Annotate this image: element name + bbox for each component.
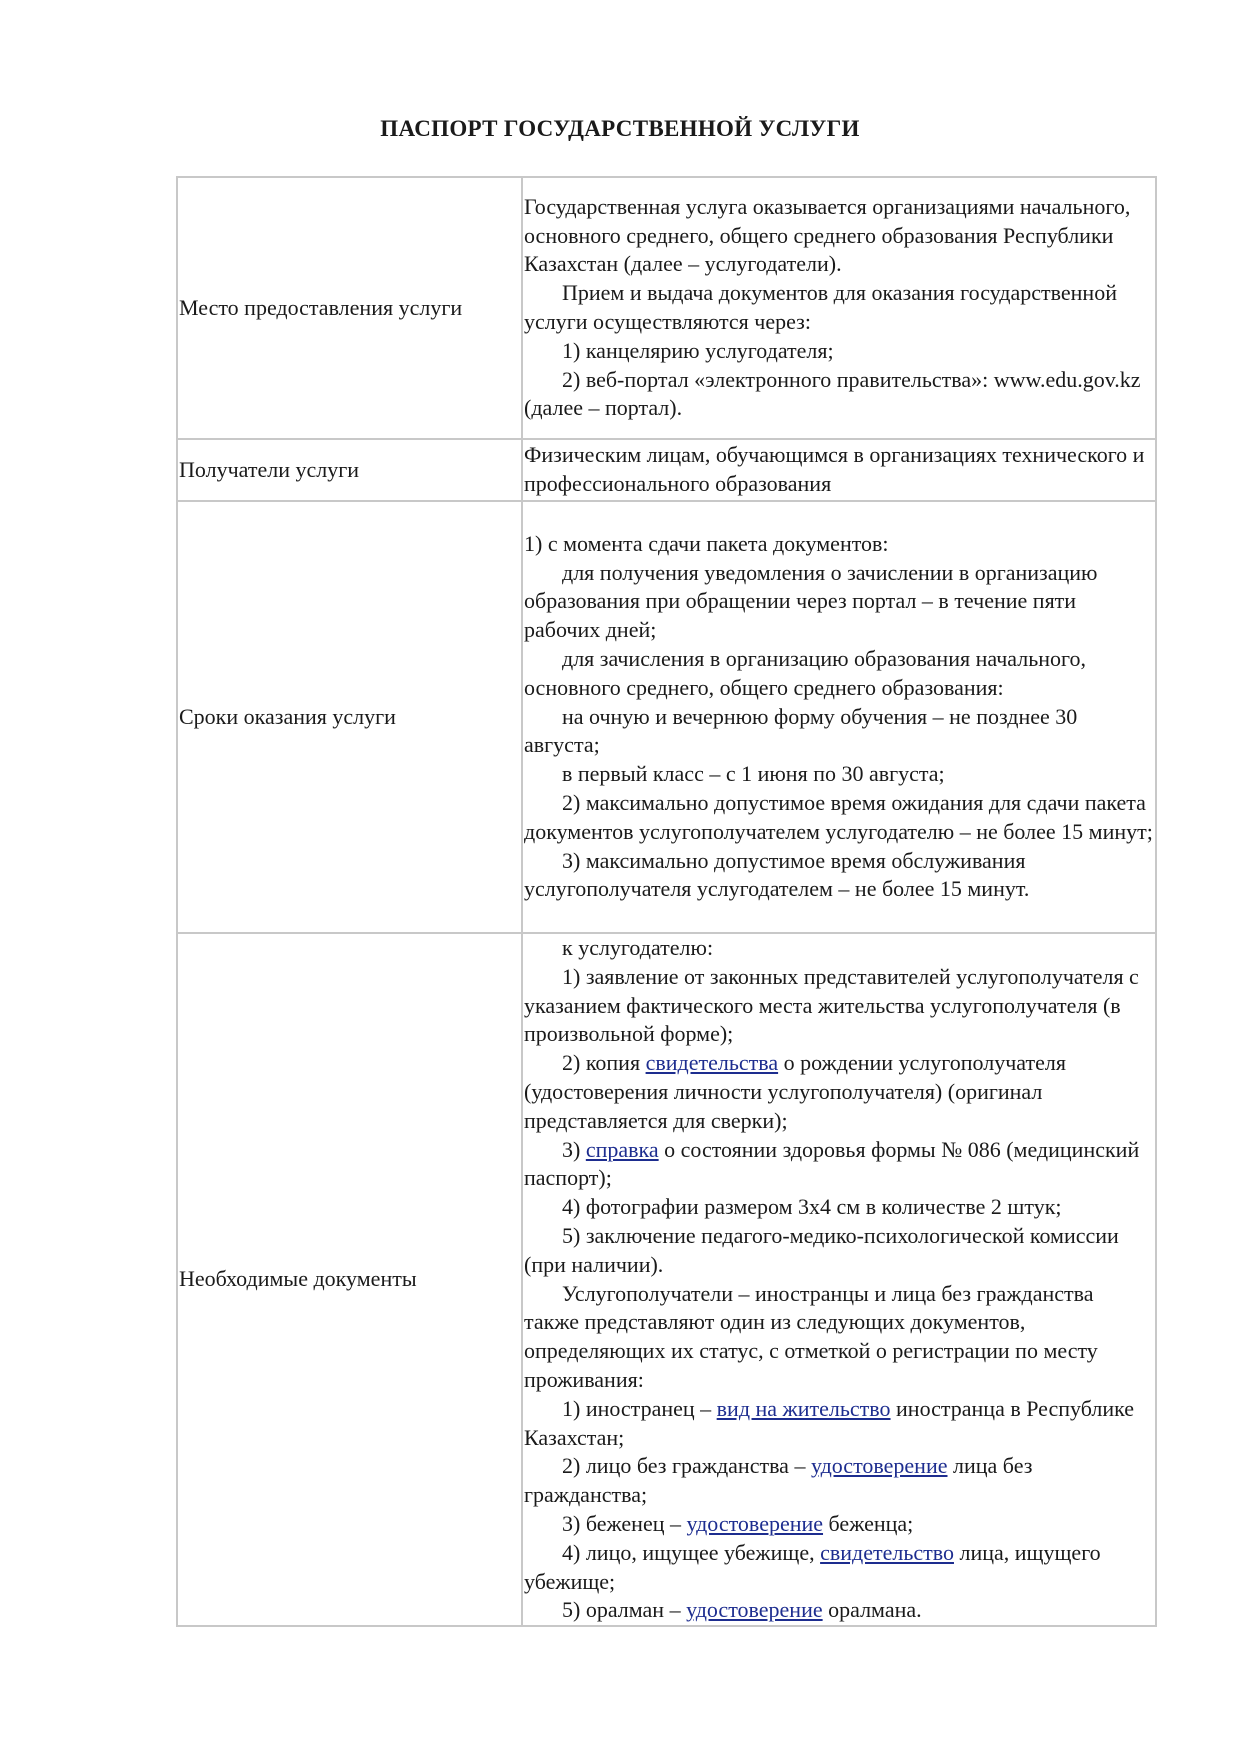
text-span: 3) беженец – — [562, 1510, 687, 1536]
text-span: оралмана. — [822, 1597, 922, 1623]
paragraph: для получения уведомления о зачислении в организацию образования при обращении через портал – в течение пяти рабочих дней; — [524, 559, 1098, 643]
health-certificate-link[interactable]: справка — [585, 1136, 659, 1162]
stateless-id-link[interactable]: удостоверение — [810, 1453, 948, 1479]
paragraph: 2) максимально допустимое время ожидания для сдачи пакета документов услугополучателем услугодателю – не более 15 минут; — [524, 789, 1153, 844]
asylum-certificate-link[interactable]: свидетельство — [820, 1539, 954, 1565]
text-span: 2) копия — [562, 1050, 646, 1076]
text-span: лица без гражданства; — [524, 1453, 1033, 1508]
paragraph: для зачисления в организацию образования начального, основного среднего, общего среднего образования: — [524, 646, 1087, 700]
row-content-recipients — [522, 439, 1156, 501]
table-row — [177, 177, 1156, 439]
row-label-recipients: Получатели услуги — [177, 439, 522, 501]
row-content-documents — [522, 933, 1156, 1626]
paragraph: на очную и вечернюю форму обучения – не позднее 30 августа; — [524, 703, 1078, 758]
paragraph: 2) веб-портал «электронного правительства»: www.edu.gov.kz (далее – портал). — [524, 366, 1141, 421]
paragraph: в первый класс – с 1 июня по 30 августа; — [562, 761, 945, 787]
paragraph: 1) с момента сдачи пакета документов: — [524, 530, 889, 556]
paragraph — [524, 1395, 1153, 1453]
paragraph — [524, 1136, 1153, 1194]
text-span: беженца; — [823, 1510, 914, 1536]
table-row — [177, 933, 1156, 1626]
text-span: 4) лицо, ищущее убежище, — [562, 1539, 821, 1565]
text-span: 2) лицо без гражданства – — [562, 1453, 811, 1479]
paragraph: 3) максимально допустимое время обслуживания услугополучателя услугодателем – не более 15 минут. — [524, 847, 1030, 902]
row-content-terms — [522, 501, 1156, 933]
row-label-documents: Необходимые документы — [177, 933, 522, 1626]
paragraph: Физическим лицам, обучающимся в организациях технического и профессионального образования — [524, 442, 1145, 496]
page-title: ПАСПОРТ ГОСУДАРСТВЕННОЙ УСЛУГИ — [380, 116, 860, 141]
paragraph — [524, 1049, 1153, 1135]
paragraph: 5) заключение педагого-медико-психологической комиссии (при наличии). — [524, 1222, 1119, 1277]
text-span: 3) — [562, 1136, 586, 1162]
row-label-terms: Сроки оказания услуги — [177, 501, 522, 933]
refugee-id-link[interactable]: удостоверение — [686, 1510, 824, 1536]
text-span: 5) оралман – — [562, 1597, 687, 1623]
paragraph: 1) заявление от законных представителей услугополучателя с указанием фактического места жительства услугополучателя (в произвольной форме); — [524, 963, 1139, 1047]
paragraph: Государственная услуга оказывается организациями начального, основного среднего, общего среднего образования Республики Казахстан (далее – услугодатели). — [524, 193, 1131, 277]
table-row — [177, 439, 1156, 501]
text-span: о состоянии здоровья формы № 086 (медицинский паспорт); — [524, 1136, 1140, 1191]
text-span: о рождении услугополучателя (удостоверения личности услугополучателя) (оригинал представляется для сверки); — [524, 1050, 1066, 1133]
paragraph: Услугополучатели – иностранцы и лица без гражданства также представляют один из следующих документов, определяющих их статус, с отметкой о регистрации по месту проживания: — [524, 1280, 1098, 1392]
row-content-place — [522, 177, 1156, 439]
paragraph: 1) канцелярию услугодателя; — [562, 337, 834, 363]
row-label-place: Место предоставления услуги — [177, 177, 522, 439]
paragraph — [524, 1596, 1153, 1625]
paragraph: 4) фотографии размером 3х4 см в количестве 2 штук; — [562, 1194, 1062, 1220]
text-span: иностранца в Республике Казахстан; — [524, 1395, 1135, 1450]
text-span: лица, ищущего убежище; — [524, 1539, 1101, 1594]
passport-table — [176, 176, 1157, 1627]
oralman-id-link[interactable]: удостоверение — [686, 1597, 823, 1623]
paragraph: Прием и выдача документов для оказания государственной услуги осуществляются через: — [524, 280, 1117, 334]
paragraph — [524, 1510, 1153, 1539]
table-row — [177, 501, 1156, 933]
residence-permit-link[interactable]: вид на жительство — [716, 1395, 891, 1421]
paragraph — [524, 1539, 1153, 1597]
paragraph — [524, 1452, 1153, 1510]
birth-certificate-link[interactable]: свидетельства — [645, 1050, 779, 1076]
text-span: 1) иностранец – — [562, 1395, 717, 1421]
paragraph: к услугодателю: — [562, 935, 714, 960]
